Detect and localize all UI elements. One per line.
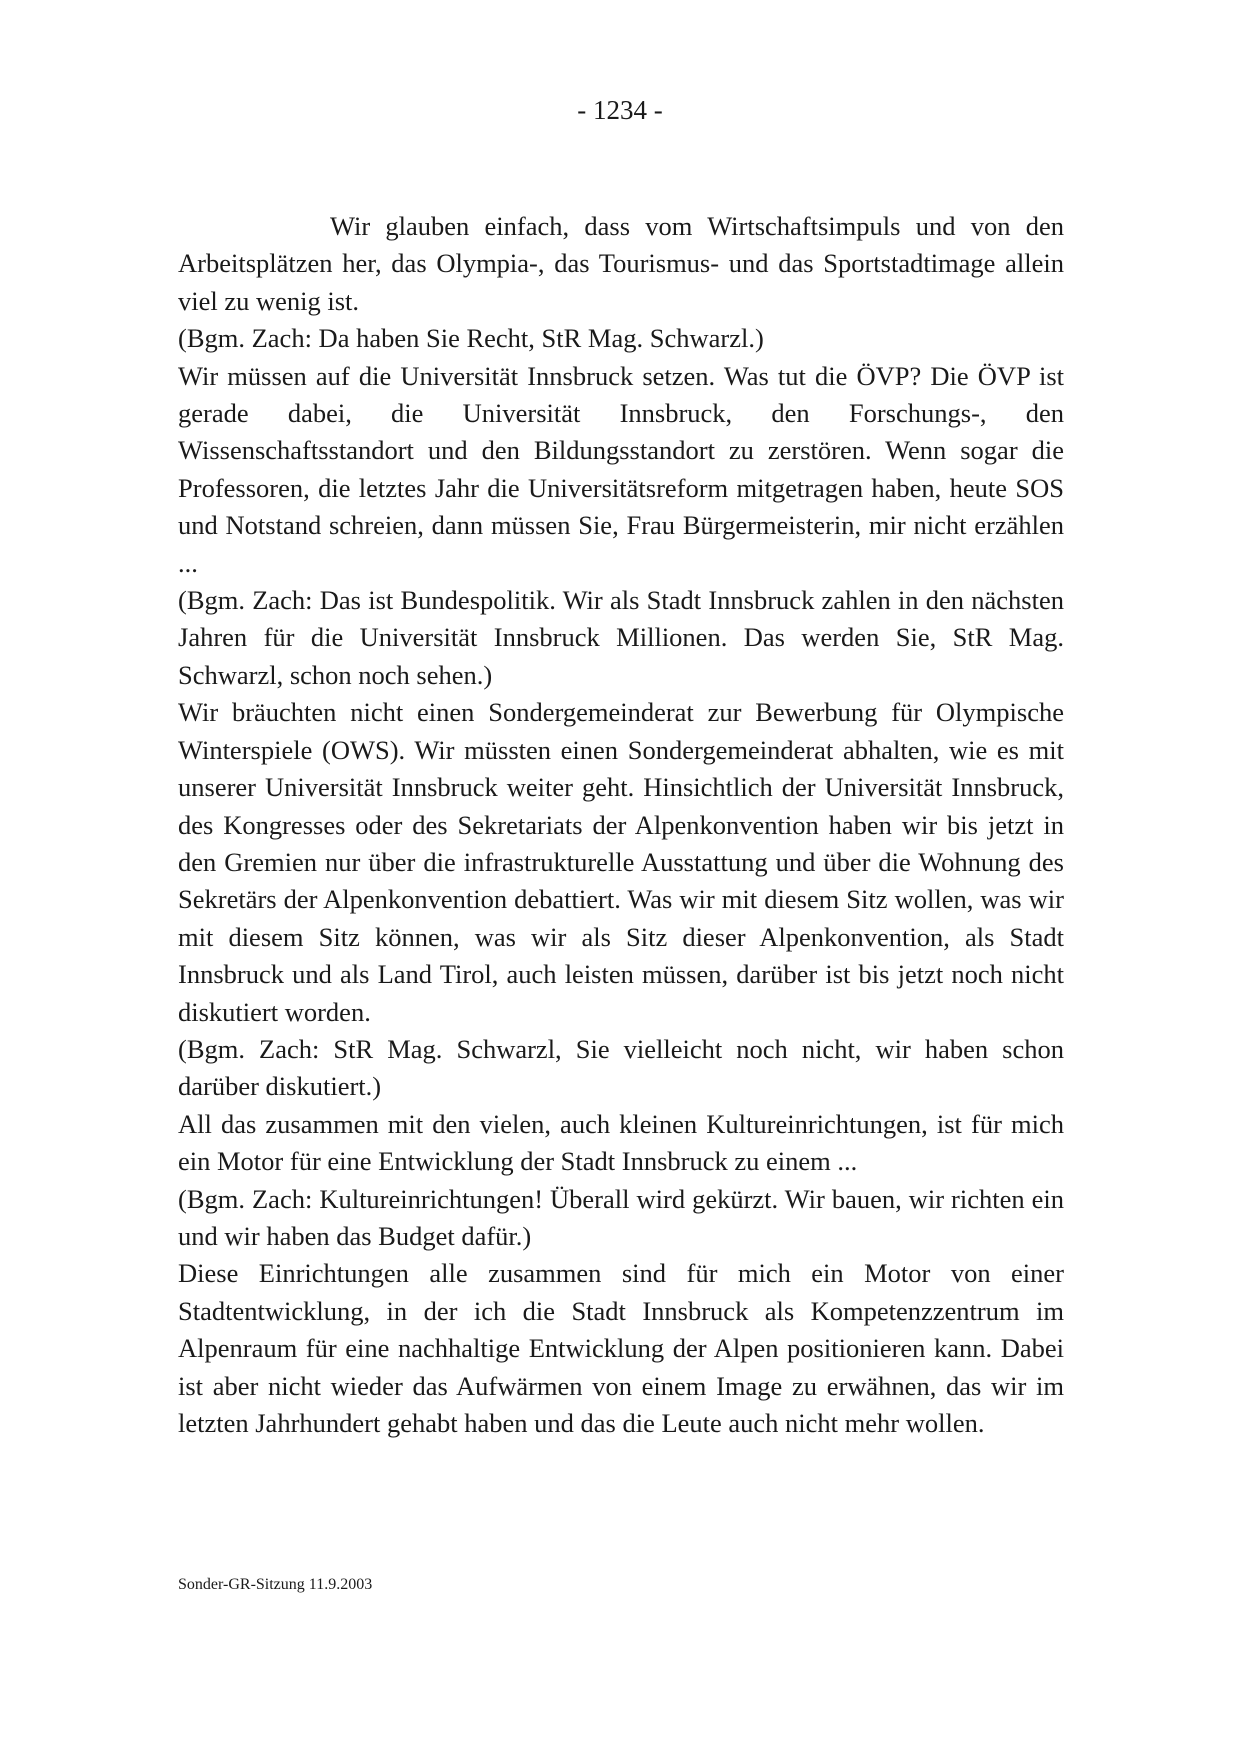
speech-paragraph: Diese Einrichtungen alle zusammen sind für mich ein Motor von einer Stadtentwicklung, in der ich die Stadt Innsbruck als Kompetenzzentrum im Alpenraum für eine nachhaltige Entwicklung der Alpen positionieren kann. Dabei ist aber nicht wieder das Aufwärmen von einem Image zu erwähnen, das wir im letzten Jahrhundert gehabt haben und das die Leute auch nicht mehr wollen. <box>178 1258 1064 1438</box>
speech-paragraph: Wir glauben einfach, dass vom Wirtschaftsimpuls und von den Arbeitsplätzen her, das Olympia-, das Tourismus- und das Sportstadtimage allein viel zu wenig ist. <box>178 211 1064 316</box>
transcript-body <box>178 208 1064 1442</box>
interjection-paragraph: (Bgm. Zach: StR Mag. Schwarzl, Sie vielleicht noch nicht, wir haben schon darüber diskutiert.) <box>178 1033 1064 1102</box>
speech-paragraph: All das zusammen mit den vielen, auch kleinen Kultureinrichtungen, ist für mich ein Motor für eine Entwicklung der Stadt Innsbruck zu einem ... <box>178 1108 1064 1177</box>
footer-session-label: Sonder-GR-Sitzung 11.9.2003 <box>178 1576 373 1593</box>
interjection-paragraph: (Bgm. Zach: Kultureinrichtungen! Überall wird gekürzt. Wir bauen, wir richten ein und wir haben das Budget dafür.) <box>178 1183 1064 1251</box>
speech-paragraph: Wir müssen auf die Universität Innsbruck setzen. Was tut die ÖVP? Die ÖVP ist gerade dabei, die Universität Innsbruck, den Forschungs-, den Wissenschaftsstandort und den Bildungsstandort zu zerstören. Wenn sogar die Professoren, die letztes Jahr die Universitätsreform mitgetragen haben, heute SOS und Notstand schreien, dann müssen Sie, Frau Bürgermeisterin, mir nicht erzählen ... <box>178 360 1064 578</box>
interjection-paragraph: (Bgm. Zach: Da haben Sie Recht, StR Mag. Schwarzl.) <box>178 323 764 354</box>
speech-paragraph: Wir bräuchten nicht einen Sondergemeinderat zur Bewerbung für Olympische Winterspiele (OWS). Wir müssten einen Sondergemeinderat abhalten, wie es mit unserer Universität Innsbruck weiter geht. Hinsichtlich der Universität Innsbruck, des Kongresses oder des Sekretariats der Alpenkonvention haben wir bis jetzt in den Gremien nur über die infrastrukturelle Ausstattung und über die Wohnung des Sekretärs der Alpenkonvention debattiert. Was wir mit diesem Sitz wollen, was wir mit diesem Sitz können, was wir als Sitz dieser Alpenkonvention, als Stadt Innsbruck und als Land Tirol, auch leisten müssen, darüber ist bis jetzt noch nicht diskutiert worden. <box>178 697 1064 1027</box>
interjection-paragraph: (Bgm. Zach: Das ist Bundespolitik. Wir als Stadt Innsbruck zahlen in den nächsten Jahren für die Universität Innsbruck Millionen. Das werden Sie, StR Mag. Schwarzl, schon noch sehen.) <box>178 585 1064 690</box>
page-number: - 1234 - <box>577 95 663 125</box>
